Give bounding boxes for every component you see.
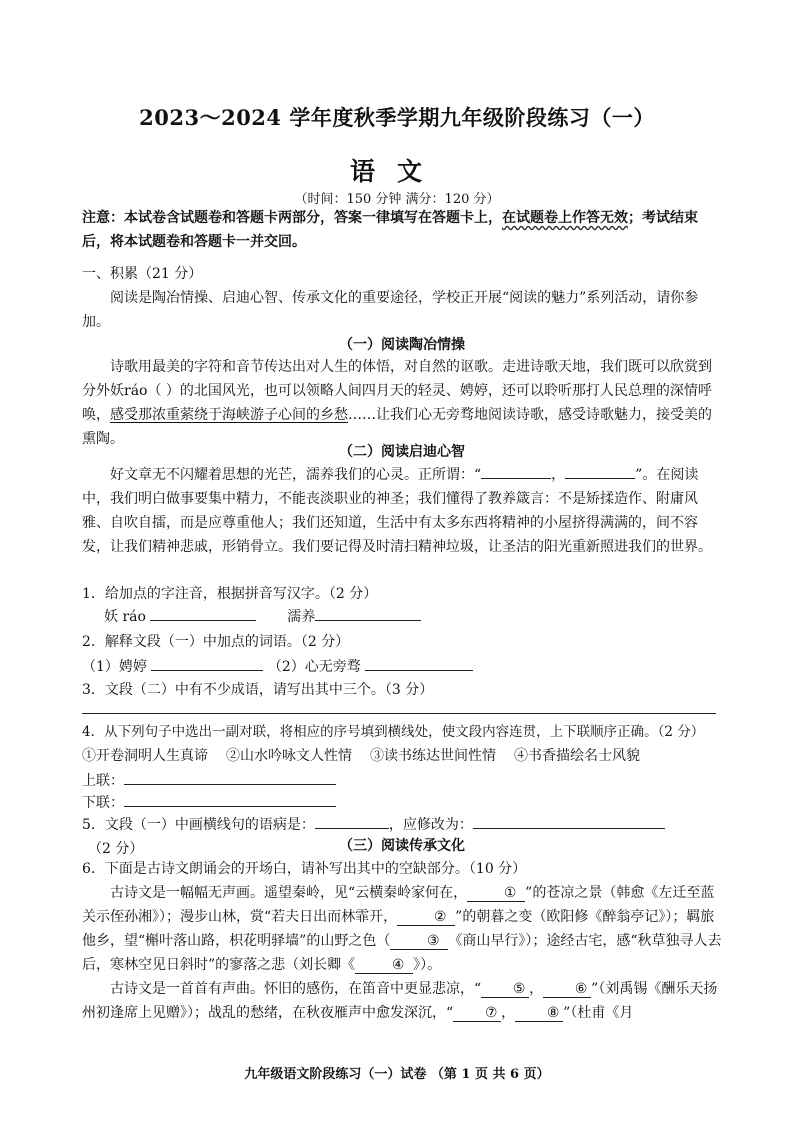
q1-item-1: 妖 ráo [104, 609, 146, 625]
q6-p1-b: ”的苍凉之景（韩愈《左迁至蓝关示侄孙湘》）；漫步山林，赏“若夫日出而林霏开， [82, 885, 715, 925]
part1-text: 诗歌用最美的字符和音节传达出对人生的体悟，对自然的讴歌。走进诗歌天地，我们既可以欣赏到分外妖ráo（ ）的北国风光，也可以领略人间四月天的轻灵、娉婷，还可以聆听那打人民总理的深情呼唤， [82, 359, 712, 423]
part2-text-b: ， [551, 467, 566, 483]
q6-p2-b: ， [529, 981, 544, 997]
q2-item-2: （2）心无旁骛 [267, 659, 361, 675]
part2-text-c: ”。在阅读中，我们明白做事要集中精力，不能丧淡职业的神圣；我们懂得了教养箴言：不是矫揉造作、附庸风雅、自吹自擂，而是应尊重他人；我们还知道，生活中有太多东西将精神的小屋挤得满满的，间不容发，让我们精神悲戚，形销骨立。我们要记得及时清扫精神垃圾，让圣洁的阳光重新照进我们的世界。 [82, 467, 712, 555]
q6-text: 6．下面是古诗文朗诵会的开场白，请补写出其中的空缺部分。（10 分） [82, 861, 527, 877]
q2-answer-1[interactable] [151, 654, 263, 671]
q6-blank-8[interactable]: ⑧ [515, 1005, 563, 1022]
part1-paragraph [82, 355, 722, 451]
part1-heading: （一）阅读陶冶情操 [339, 337, 465, 353]
q6-blank-1[interactable]: ① [467, 885, 525, 902]
page-footer: 九年级语文阶段练习（一）试卷 （第 1 页 共 6 页） [244, 1067, 550, 1082]
q5-answer-1[interactable] [315, 812, 389, 829]
part3-heading: （三）阅读传承文化 [339, 838, 465, 854]
q5-mid: ，应修改为： [388, 817, 473, 833]
q5-answer-2[interactable] [473, 812, 665, 829]
q6-blank-7[interactable]: ⑦ [453, 1005, 501, 1022]
q1-item-2: 濡养 [287, 609, 316, 625]
q1-text: 1．给加点的字注音，根据拼音写汉字。（2 分） [82, 586, 378, 602]
q4-text: 4．从下列句子中选出一副对联，将相应的序号填到横线处，使文段内容连贯，上下联顺序正确。（2 分） [82, 724, 705, 740]
q4-option-2: ②山水吟咏文人性情 [226, 748, 352, 764]
notice [82, 206, 722, 254]
q4-lower-label: 下联： [82, 795, 124, 811]
q6-p2-a: 古诗文是一首首有声曲。怀旧的感伤，在笛音中更显悲凉，“ [110, 981, 482, 997]
q6-paragraph-1 [82, 881, 722, 977]
q6-p2-d: ， [501, 1005, 516, 1021]
q6-p1-d: 《商山早行》）；途经古宅，感“秋草独寻人去后，寒林空见日斜时”的寥落之悲（刘长卿《 [82, 933, 722, 973]
q4-upper-label: 上联： [82, 773, 124, 789]
q1-answer-2[interactable] [315, 604, 421, 621]
exam-title: 2023～2024 学年度秋季学期九年级阶段练习（一） [139, 105, 655, 130]
q6-p1-a: 古诗文是一幅幅无声画。遥望秦岭，见“云横秦岭家何在， [110, 885, 468, 901]
q5-score: （2 分） [88, 841, 144, 857]
q2-answer-2[interactable] [365, 654, 473, 671]
notice-wave-text: 在试题卷上作答无效 [502, 210, 628, 226]
q1-answer-1[interactable] [150, 604, 256, 621]
part2-text-a: 好文章无不闪耀着思想的光芒，濡养我们的心灵。正所谓：“ [110, 467, 482, 483]
notice-text-a: 注意：本试卷含试题卷和答题卡两部分，答案一律填写在答题卡上， [82, 210, 502, 226]
notice-text-b: ；考试结束后，将本试题卷和答题卡一并交回。 [82, 210, 698, 250]
q4-option-4: ④书香描绘名士风貌 [514, 748, 640, 764]
q6-p1-e: 》）。 [413, 957, 442, 973]
part2-heading: （二）阅读启迪心智 [339, 444, 465, 460]
q6-paragraph-2 [82, 977, 722, 1025]
q4-upper-answer[interactable] [124, 768, 336, 785]
q6-blank-6[interactable]: ⑥ [543, 981, 591, 998]
q6-p1-c: ”的朝暮之变（欧阳修《醉翁亭记》）；羁旅他乡，望“槲叶落山路，枳花明驿墙”的山野之色（ [82, 909, 715, 949]
q4-option-1: ①开卷洞明人生真谛 [82, 748, 208, 764]
q6-p2-c: ”（刘禹锡《酬乐天扬州初逢席上见赠》）；战乱的愁绪，在秋夜雁声中愈发深沉，“ [82, 981, 718, 1021]
q1-answers [82, 604, 744, 629]
q3-answer-line[interactable] [82, 713, 716, 714]
section1-heading: 一、积累（21 分） [82, 266, 203, 282]
q2-answers [82, 654, 722, 679]
q2-item-1: （1）娉婷 [82, 659, 147, 675]
q6-blank-5[interactable]: ⑤ [481, 981, 529, 998]
part1-underlined-sentence: 感受那浓重萦绕于海峡游子心间的乡愁 [110, 407, 348, 423]
part2-paragraph [82, 462, 722, 559]
q3-text: 3．文段（二）中有不少成语，请写出其中三个。（3 分） [82, 682, 434, 698]
q5-text: 5．文段（一）中画横线句的语病是： [82, 817, 315, 833]
time-info: （时间：150 分钟 满分：120 分） [294, 192, 500, 207]
q6-blank-3[interactable]: ③ [390, 933, 448, 950]
q2-text: 2．解释文段（一）中加点的词语。（2 分） [82, 634, 350, 650]
q6-p2-e: ”（杜甫《月 [563, 1005, 634, 1021]
q4-option-3: ③读书练达世间性情 [370, 748, 496, 764]
q4-options [82, 744, 722, 768]
couplet-blank-1[interactable] [481, 462, 551, 479]
q6-blank-4[interactable]: ④ [355, 957, 413, 974]
subject-title: 语文 [349, 157, 444, 186]
section1-intro: 阅读是陶冶情操、启迪心智、传承文化的重要途径，学校正开展“阅读的魅力”系列活动，请你参加。 [82, 290, 699, 330]
couplet-blank-2[interactable] [565, 462, 635, 479]
part1-tail: ……让我们心无旁骛地阅读诗歌，感受诗歌魅力，接受美的熏陶。 [82, 407, 712, 447]
q6-blank-2[interactable]: ② [397, 909, 455, 926]
q4-lower-answer[interactable] [124, 790, 336, 807]
